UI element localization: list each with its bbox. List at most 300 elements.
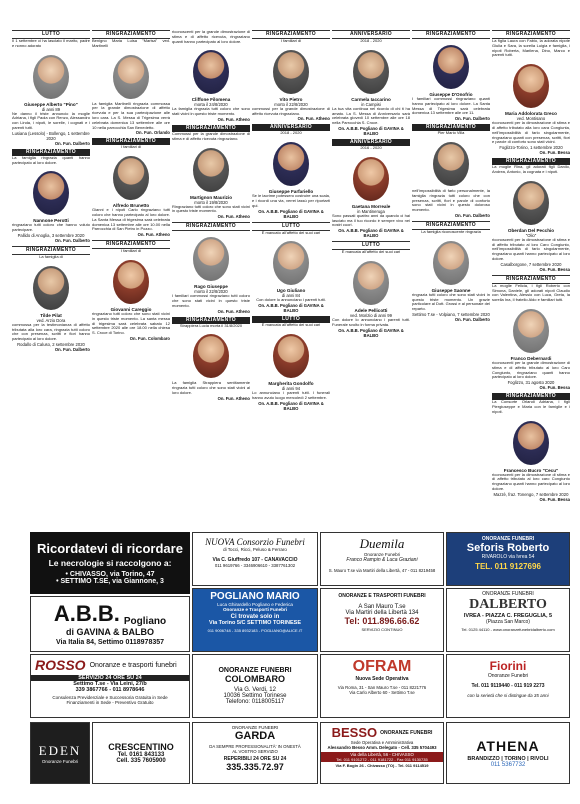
obituary-text: I familiari commossi ringraziano tutti coloro che sono stati vicini in questo triste momento. — [172, 293, 250, 308]
obituary-header: LUTTO — [332, 241, 410, 250]
obituary-header: RINGRAZIAMENTO — [92, 30, 170, 39]
obituary-header: RINGRAZIAMENTO — [412, 221, 490, 230]
obituary-text: La famiglia Strappiera sentitamente ringrazia tutti coloro che sono stati vicini al loro dolore. — [172, 380, 250, 395]
nuova-sub: di Tocci, Ricci, Peluso & Ferraro — [223, 547, 287, 552]
obituary-sign: On. A.B.B. Pogliano di GAVINA & BALBO — [258, 400, 324, 411]
obituary-sub: "Olio" — [525, 232, 537, 238]
crescentino-name: CRESCENTINO — [108, 742, 174, 752]
obituary-lbl: Foglizzo, 31 agosto 2020 — [507, 380, 555, 386]
obituary-text: La moglie Rina, gli adorati figli Danilo, Andrea, Antonio, la cognata e i nipoti. — [492, 164, 570, 174]
obituary-block — [92, 240, 170, 254]
ad-pogliano — [192, 588, 318, 652]
seforis-tag: ONORANZE FUNEBRI — [481, 536, 535, 542]
obituary-sign: On. Fun. Atheno — [217, 214, 250, 220]
colombaro-tel: Telefono: 0118005117 — [225, 699, 285, 705]
colombaro-addr2: 10036 Settimo Torinese — [223, 693, 287, 699]
obituary-sign: On. Fun. Atheno — [217, 308, 250, 314]
obituary-sign: On. Fun. Orlando — [135, 130, 170, 136]
obituary-sign: On. Fun. Bessa — [539, 496, 570, 502]
portrait-photo — [33, 266, 69, 310]
obituary-lbl: Pallido di Anoglia, 3 settembre 2020 — [17, 232, 85, 238]
dalberto-addr2: (Piazza San Marco) — [486, 619, 530, 625]
obituary-block — [172, 222, 250, 231]
obituary-sub: morto il 19/8/2020 — [194, 199, 228, 205]
obituary-header: RINGRAZIAMENTO — [172, 125, 250, 132]
obituary-sub: ved. Arzio Dora — [36, 317, 66, 323]
obituary-block — [172, 47, 250, 122]
obituary-sign: On. A.B.B. Pogliano di GAVINA & BALBO — [338, 125, 404, 136]
onoranze-addr: A San Mauro T.se — [358, 604, 406, 610]
fiorini-sub: Onoranze Funebri — [487, 673, 529, 679]
portrait-photo — [353, 157, 389, 201]
obituary-header: ANNIVERSARIO — [332, 30, 410, 39]
ad-colombaro — [192, 654, 318, 718]
onoranze-tel: Tel: 011.896.66.62 — [344, 616, 420, 626]
portrait-photo — [33, 171, 69, 215]
rosso-line: SERVIZIO 24 ORE SU 24 — [31, 675, 189, 681]
obituary-block — [92, 52, 170, 136]
onoranze-name: ONORANZE E TRASPORTI FUNEBRI — [338, 593, 426, 599]
duemila-addr: S. Mauro T.se via Martiri della Libertà, 47 - 011 8219458 — [328, 568, 436, 573]
obituary-name: Tilde Pilat — [40, 312, 62, 318]
obituary-name: Giuseppe Alberto "Pino" — [24, 101, 78, 107]
obituary-header: RINGRAZIAMENTO — [92, 240, 170, 249]
pogliano-sub: Luca Ghirardello Pogliano e Federica — [217, 602, 293, 607]
pogliano-name: POGLIANO MARIO — [210, 591, 300, 602]
obituary-block — [252, 124, 330, 136]
obituary-name: Adele Pellicotti — [354, 307, 388, 313]
obituary-text: Benigno Maria Luisa "Marisa" ved. Martinelli — [92, 38, 170, 48]
ad-rosso — [30, 654, 190, 718]
obituary-block — [492, 275, 570, 303]
fiorini-foot: con la serietà che si distingue da 35 anni — [467, 693, 549, 698]
obituary-header: LUTTO — [252, 316, 330, 323]
obituary-column — [92, 30, 170, 524]
besso-addr: Via della Libertà, 56 - CHIVASSO — [321, 752, 443, 757]
obituary-header: ANNIVERSARIO — [332, 139, 410, 146]
obituary-text: commossi per la grande dimostrazione di affetto ricevuta ringraziano. — [252, 105, 330, 116]
onoranze-srv: SERVIZIO CONTINUO — [361, 627, 403, 632]
obituary-sub: di anni 84 — [281, 293, 301, 299]
obituary-block — [252, 139, 330, 218]
portrait-photo — [33, 55, 69, 99]
obituary-sign: On. Fun. Bessa — [539, 385, 570, 391]
seforis-addr: RIVAROLO via Ivrea 54 — [481, 554, 535, 560]
ad-crescentino — [92, 722, 190, 784]
obituary-text: Ringraziano tutti coloro che sono stati vicini in questo triste momento. — [172, 203, 250, 214]
nuova-addr: Via C. Giuffredo 107 - CANAVACCIO — [212, 557, 298, 563]
portrait-photo — [113, 260, 149, 304]
obituary-block — [492, 158, 570, 175]
obituary-block — [252, 238, 330, 313]
ad-abb — [30, 596, 190, 652]
obituary-text: La famiglia ringrazia tutti coloro che sono stati vicini in questo triste momento. — [172, 106, 250, 117]
obituary-sign: On. Fun. Bessa — [539, 150, 570, 156]
obituary-text: riconoscenti per la dimostrazione di stima e di affetto tributato al loro caro Congiunto ringraziano quanti hanno partecipato al loro dolore. — [492, 471, 570, 491]
obituary-column — [12, 30, 90, 524]
obituary-sign: On. Fun. Atheno — [137, 232, 170, 238]
obituary-text: I familiari di — [120, 144, 142, 150]
obituary-sub: ved. Montisano — [516, 116, 546, 122]
obituary-text: Con dolore lo annunciano i parenti tutti. — [256, 297, 326, 303]
obituary-name: Giuseppe Farfariello — [268, 189, 314, 195]
obituary-sign: On. A.B.B. Pogliano di GAVINA & BALBO — [258, 208, 324, 219]
ad-besso — [320, 722, 444, 784]
obituary-header: RINGRAZIAMENTO — [252, 30, 330, 39]
pogliano-tel: 011 9006748 - 335 8932183 - POGLIANO@ALICE.IT — [207, 628, 303, 633]
obituary-header: RINGRAZIAMENTO — [492, 275, 570, 284]
obituary-text: La figlia Laura con Fabio, la adorata nipote Giulia e Sara, la sorella Luigia e famiglia, i nipoti Roberta, Marilena, Dino, Marco e parenti tutti. — [492, 38, 570, 58]
fiorini-tel: Tel. 011 9119440 - 011 919 2273 — [471, 683, 545, 689]
obituary-name: Rago Giuseppe — [194, 284, 228, 290]
obituary-text: Lo annunciano i parenti tutti. I funerali hanno avuto luogo mercoledì 2 settembre. — [252, 389, 330, 400]
obituary-text: I familiari di — [280, 38, 302, 43]
ricordatevi-addr1: • CHIVASSO, via Torino, 47 — [65, 571, 155, 578]
obituary-block — [252, 316, 330, 328]
obituary-header: LUTTO — [12, 30, 90, 39]
rosso-foot2: Finanziamenti in Sede - Preventivo Gratuito — [66, 700, 154, 705]
obituary-name: Vito Pietro — [279, 96, 303, 102]
obituary-header: RINGRAZIAMENTO — [172, 222, 250, 231]
colombaro-name2: COLOMBARO — [225, 674, 285, 684]
obituary-sign: On. Fun. Dalberto — [54, 140, 90, 146]
abb-name2: Pogliano — [123, 616, 167, 627]
obituary-text: Gianni e i nipoti Carlo ringraziano tutti coloro che hanno partecipato al loro dolore. La Santa Messa di trigesima sarà celebrata domenica 13 settembre alle ore 10.00 nella Parrocchia di San Pietro in Pozzo. — [92, 207, 170, 232]
obituary-name: Ugo Giuliano — [276, 288, 306, 294]
obituary-sign: On. Fun. Atheno — [217, 116, 250, 122]
colombaro-name: ONORANZE FUNEBRI — [218, 667, 292, 674]
obituary-lbl: Rodallo di Caluso, 2 settembre 2020 — [17, 341, 85, 347]
dalberto-tag: ONORANZE FUNEBRI — [482, 591, 534, 597]
ad-nuova — [192, 532, 318, 586]
obituary-text: La famiglia Martinelli ringrazia commossa per la grande dimostrazione di affetto ricevuta e per la sua partecipazione alle loro cara. La S. Messa di Trigesima verrà celebrata domenica 13 settembre alle ore 10 nella parrocchia San Benedetto. — [92, 100, 170, 130]
rosso-addr: Settimo T.se - Via Leini, 27/b — [73, 681, 147, 687]
obituary-sign: On. Fun. Dalberto — [454, 212, 490, 218]
obituary-sign: On. A.B.B. Pogliano di GAVINA & BALBO — [338, 327, 404, 338]
obituary-name: Maria Addolorata Greco — [505, 111, 557, 117]
obituary-header: RINGRAZIAMENTO — [12, 149, 90, 156]
onoranze-addr2: Via Martiri della Libertà 134 — [345, 610, 419, 616]
besso-sub: Sede Operativa e Amministrativa — [350, 740, 414, 745]
obituary-name: Gaetana Morreale — [351, 203, 391, 209]
obituary-text: Strappiera Lucia morta il 31/8/2020 — [179, 322, 243, 328]
obituary-name: Cliffone Filomena — [191, 97, 231, 103]
ad-ricordatevi — [30, 532, 190, 594]
ad-eden — [30, 722, 90, 784]
obituary-text: Pier Mario Villa — [437, 130, 465, 136]
duemila-name: Duemila — [359, 536, 405, 551]
ofram-name: OFRAM — [352, 658, 412, 675]
obituary-sign: On. Fun. Dalberto — [54, 237, 90, 243]
obituary-text: La famiglia ringrazia quanti hanno partecipato al loro dolore. — [12, 154, 90, 165]
obituary-sub: morto il 22/8/2020 — [274, 101, 308, 107]
ad-athena — [446, 722, 570, 784]
portrait-photo — [193, 148, 229, 192]
portrait-photo — [273, 334, 309, 378]
obituary-block — [252, 30, 330, 44]
obituary-block — [412, 124, 490, 136]
obituary-sign: On. Fun. Bessa — [539, 266, 570, 272]
obituary-header: RINGRAZIAMENTO — [492, 393, 570, 400]
obituary-block — [332, 47, 410, 136]
obituary-text: È mancato all'affetto dei suoi cari — [261, 229, 321, 235]
besso-name: BESSO — [331, 725, 378, 740]
rosso-tel: 339 3867766 - 011 8978646 — [75, 687, 145, 693]
garda-name: GARDA — [234, 730, 276, 742]
obituary-text: nell'impossibilità di farlo personalmente, la famiglia ringrazia tutti coloro che con presenza, scritti, fiori e parole di conforto sono stati vicini in questo doloroso momento. — [412, 187, 490, 213]
obituary-block — [412, 42, 490, 121]
eden-sub: Onoranze Funebri — [41, 758, 79, 764]
crescentino-tel2: Cell. 335 7605900 — [116, 758, 166, 764]
obituary-name: Giuseppe Saonne — [431, 287, 471, 293]
obituary-text: La Consorte Orlandi Adriana, i figli Piergiuseppe e Maria con le famiglie e i nipoti. — [492, 399, 570, 414]
ad-garda — [192, 722, 318, 784]
obituary-column — [492, 30, 570, 524]
ad-onoranze-sanmauro — [320, 588, 444, 652]
dalberto-tel: Tel. 0125 44110 - www.onoranzefunebridalberto.com — [461, 627, 555, 632]
obituary-block — [252, 331, 330, 411]
ofram-addr: Via Roma, 31 - San Mauro T.se - 011 8221776 — [337, 685, 427, 690]
duemila-tag: Onoranze Funebri — [363, 552, 401, 557]
obituary-text: La tua vita continua nel ricordo di chi ti ha amato. La S. Messa di Anniversario sarà celebrata giovedì 10 settembre alle ore 18 nella Parrocchia S. Croce. — [332, 105, 410, 126]
obituary-block — [492, 178, 570, 272]
athena-name: ATHENA — [476, 738, 540, 754]
obituary-column — [172, 30, 250, 524]
obituary-sign: On. Fun. Atheno — [297, 116, 330, 122]
portrait-photo — [273, 50, 309, 94]
seforis-tel: TEL. 011 9127696 — [475, 562, 541, 571]
obituary-header: LUTTO — [252, 222, 330, 231]
obituary-sign: On. Fun. Atheno — [217, 395, 250, 401]
obituary-block — [492, 418, 570, 502]
obituary-block — [12, 263, 90, 352]
garda-sub: ONORANZE FUNEBRI — [231, 725, 279, 730]
obituary-text: riconoscenti per la grande dimostrazione di stima e di affetto ricevuta, ringraziano quanti hanno partecipato al loro dolore. — [172, 30, 250, 44]
garda-line: DA SEMPRE PROFESSIONALITÀ' IN ONESTÀ — [209, 744, 301, 749]
obituary-name: Carmela Iaccarino — [351, 96, 391, 102]
obituary-text: riconoscenti per la dimostrazione di stima e di affetto tributato alla loro cara Congiunta, nell'impossibilità di farlo singolarmente, ringraziano quanti con presenza, scritti, fiori e parole di conforto sono stati vicini. — [492, 120, 570, 145]
athena-tel: 011 5367732 — [490, 762, 526, 768]
garda-line2: AL VOSTRO SERVIZIO — [232, 749, 278, 754]
obituary-lbl: Settimo T.se - Volpiano, 7 settembre 2020 — [412, 311, 490, 317]
obituary-sub: di anni 94 — [281, 385, 301, 391]
obituary-name: Giuseppe D'Onofrio — [429, 92, 473, 97]
obituary-name: Margherita Gondolfo — [268, 380, 314, 386]
obituary-block — [332, 154, 410, 238]
ofram-sub: Nuova Sede Operativa — [355, 676, 409, 682]
obituary-block — [172, 145, 250, 220]
pogliano-line: Ci trovate solo in — [230, 614, 280, 620]
obituary-text: 2016 - 2020 — [360, 144, 382, 150]
garda-tel: 335.335.72.97 — [226, 762, 284, 772]
portrait-photo — [433, 241, 469, 285]
besso-people: Alessandro Besso Amm. Delegato - Cell. 335 5704493 — [327, 745, 437, 750]
obituary-block — [92, 138, 170, 150]
pogliano-line2: Via Torino 5/C SETTIMO TORINESE — [209, 620, 301, 626]
obituary-text: La famiglia di — [39, 253, 63, 259]
obituary-lbl: Casalborgone, 7 settembre 2020 — [500, 261, 562, 267]
portrait-photo — [113, 156, 149, 200]
obituary-text: I familiari commossi ringraziano quanti hanno partecipato al loro dolore. La Santa Messa di Trigesima sarà celebrata domenica 13 settembre alle ore 11. — [412, 96, 490, 116]
obituary-text: I familiari di — [120, 248, 142, 254]
obituary-text: 2018 - 2020 — [360, 38, 382, 43]
dalberto-addr: IVREA - PIAZZA C. FREGUGLIA, 5 — [463, 613, 553, 619]
obituary-block — [332, 258, 410, 338]
obituary-header: ANNIVERSARIO — [252, 124, 330, 131]
obituary-block — [332, 139, 410, 151]
obituary-block — [172, 234, 250, 313]
rosso-sub: Onoranze e trasporti funebri — [89, 661, 177, 669]
eden-name: EDEN — [38, 742, 82, 758]
obituary-text: ringraziano tutti coloro che hanno voluto partecipare. — [12, 222, 90, 233]
obituary-text: commossa per la testimonianza di affetto tributata alla loro cara, ringrazia tutti coloro che con presenza, scritti e fiori hanno partecipato al loro dolore. — [12, 321, 90, 342]
duemila-people: Franco Rampin & Luca Graziani — [346, 557, 418, 563]
obituary-name: Oberdan Del Pecchio — [507, 227, 555, 233]
obituary-block — [412, 221, 490, 235]
obituary-sub: in Campisi — [361, 101, 381, 107]
obituary-text: ringrazia tutti coloro che sono stati vicini in questo triste momento. Un grazie particolare al Dott. Grossi e al personale del reparto. — [412, 291, 490, 312]
obituary-block — [92, 257, 170, 341]
ad-dalberto — [446, 588, 570, 652]
garda-line3: REPERIBILI 24 ORE SU 24 — [223, 756, 287, 762]
rosso-name: ROSSO — [35, 657, 86, 673]
abb-addr: Via Italia 84, Settimo 0118978357 — [55, 639, 165, 646]
obituary-block — [492, 30, 570, 58]
seforis-name: Seforis Roberto — [466, 542, 550, 554]
dalberto-name: DALBERTO — [469, 597, 547, 612]
obituary-block — [92, 153, 170, 237]
ad-duemila — [320, 532, 444, 586]
obituary-text: Con dolore lo annunciano i parenti tutti. Funerale svolto in forma privata. — [332, 316, 410, 327]
obituary-block — [412, 30, 490, 39]
besso-foot: Via F. Bogin 26 - Chivasso (TO) - Tel. 011 9114519 — [335, 763, 429, 768]
obituary-block — [492, 61, 570, 155]
obituary-sign: On. A.B.B. Pogliano di GAVINA & BALBO — [258, 303, 324, 314]
obituary-text: riconoscenti per la grande dimostrazione di stima e di affetto tributato al loro Caro Congiunto, ringraziano quanti hanno partecipato al loro dolore. — [492, 359, 570, 380]
obituary-text: 2018 - 2020 — [280, 130, 302, 136]
obituary-sub: morta il 24/8/2020 — [194, 102, 228, 108]
obituary-block — [172, 125, 250, 142]
obituary-block — [172, 317, 250, 329]
portrait-photo — [273, 241, 309, 285]
portrait-photo — [433, 45, 469, 89]
portrait-photo — [353, 261, 389, 305]
obituary-column — [412, 30, 490, 524]
obituary-text: La famiglia riconoscente ringrazia — [421, 228, 481, 234]
obituary-text: Ne danno il triste annuncio la moglie Adriana, i figli Paola con Renzo, Alessandro con Linda, i nipoti, le sorelle, i cognati e i parenti tutti. — [12, 110, 90, 130]
obituary-block — [172, 30, 250, 44]
obituary-text: Se le lacrime potessero costruire una scala, e i ricordi una via, verrei lassù per riportarti qui. — [252, 193, 330, 208]
ricordatevi-addr2: • SETTIMO T.SE, via Giannone, 3 — [56, 578, 164, 585]
obituary-name: Francesco Bucro "Cecu" — [503, 467, 559, 473]
obituary-name: Nannone Perotti — [33, 218, 69, 224]
portrait-photo — [513, 421, 549, 465]
crescentino-tel: Tel. 0161 843133 — [117, 752, 165, 758]
portrait-photo — [513, 64, 549, 108]
ricordatevi-subtitle: Le necrologie si raccolgono a: — [48, 558, 172, 568]
obituary-text: È mancata all'affetto dei suoi cari — [261, 322, 321, 328]
pogliano-sub2: Onoranze e Trasporti Funebri — [222, 607, 288, 612]
obituary-sign: On. Fun. Dalberto — [454, 116, 490, 122]
ofram-addr2: Via Carlo Alberto 60 - Settimo T.se — [349, 690, 415, 695]
obituary-sub: in Mantineruga — [357, 208, 385, 214]
portrait-photo — [193, 237, 229, 281]
obituary-header: RINGRAZIAMENTO — [412, 30, 490, 39]
nuova-name: NUOVA Consorzio Funebri — [205, 537, 305, 547]
obituary-header: RINGRAZIAMENTO — [92, 138, 170, 145]
obituary-text: Commossi per la grande dimostrazione di stima e di affetto ricevuta ringraziano. — [172, 130, 250, 141]
obituary-block — [252, 47, 330, 122]
besso-tag: ONORANZE FUNEBRI — [380, 729, 433, 736]
rosso-foot: Consulenza Previdenziale e Successoria Gratuita in Sede — [52, 695, 168, 700]
obituary-column — [332, 30, 410, 524]
obituary-name: Franco Debernardi — [510, 355, 552, 361]
colombaro-addr: Via G. Verdi, 12 — [234, 687, 276, 693]
obituary-header: RINGRAZIAMENTO — [492, 30, 570, 39]
obituary-sub: ved. Morizio di anni 99 — [350, 312, 392, 318]
obituary-block — [332, 241, 410, 255]
obituary-header: RINGRAZIAMENTO — [412, 124, 490, 131]
abb-name3: di GAVINA & BALBO — [66, 627, 154, 637]
obituary-block — [332, 30, 410, 44]
obituary-sub: morto il 22/8/2020 — [194, 289, 228, 295]
abb-name: A.B.B. — [53, 601, 120, 626]
obituary-sign: On. Fun. Colombaro — [129, 335, 170, 341]
portrait-photo — [353, 50, 389, 94]
obituary-block — [412, 139, 490, 218]
portrait-photo — [273, 142, 309, 186]
ad-seforis — [446, 532, 570, 586]
obituary-lbl: Mazzè, fraz. Tonengo, 7 settembre 2020 — [493, 491, 569, 497]
obituary-text: Il 1 settembre ci ha lasciato il marito, padre e nonno adorato — [12, 38, 90, 48]
besso-tel: Tel. 011 9101272 - 011 9181722 - Fax 011 9130735 — [321, 757, 443, 762]
ricordatevi-title: Ricordatevi di ricordare — [37, 541, 183, 556]
obituary-name: Giovanni Careggio — [110, 306, 152, 312]
obituary-block — [252, 222, 330, 236]
obituary-column — [252, 30, 330, 524]
portrait-photo — [513, 181, 549, 225]
obituary-name: Alfredo Brunetto — [112, 203, 150, 209]
obituary-block — [12, 168, 90, 243]
obituary-header: RINGRAZIAMENTO — [492, 158, 570, 165]
obituary-block — [12, 246, 90, 260]
obituary-block — [12, 52, 90, 146]
obituary-block — [412, 238, 490, 322]
obituary-text: riconoscenti per la dimostrazione di stima e di affetto tributato al loro Caro Congiunto, nell'impossibilità di farlo singolarmente, ringraziano quanti hanno partecipato al loro dolore. — [492, 236, 570, 261]
obituary-block — [172, 331, 250, 400]
portrait-photo — [433, 142, 469, 186]
obituary-header: RINGRAZIAMENTO — [12, 246, 90, 255]
athena-addr: BRANDIZZO | TORINO | RIVOLI — [467, 756, 549, 762]
obituary-block — [12, 30, 90, 49]
obituary-text: È mancata all'affetto dei suoi cari — [341, 249, 401, 255]
obituaries-grid — [12, 30, 570, 524]
obituary-block — [12, 149, 90, 166]
obituary-text: La moglie Felicia, i figli Roberto con Simona, Daniele, gli adorati nipoti Claudio con Valentina, Alessio con Luca, Greta, la sorella Ina, il fratello Aldo e familiari tutti. — [492, 282, 570, 303]
portrait-photo — [513, 309, 549, 353]
obituary-lbl: Foglizzo-Torino, 1 settembre 2020 — [499, 145, 563, 151]
obituary-header: RINGRAZIAMENTO — [172, 317, 250, 324]
obituary-text: ringraziano tutti coloro che sono stati vicini in questo triste momento. La santa messa di trigesima sarà celebrata sabato 12 settembre 2020 alle ore 18.00 nella chiesa S. Croce di Torino. — [92, 310, 170, 336]
obituary-block — [492, 306, 570, 390]
obituary-sub: di anni 89 — [41, 106, 61, 112]
obituary-lbl: Lusiana (Lessolo) - Bollengo, 1 settembre 2020 — [12, 130, 90, 141]
fiorini-name: Fiorini — [489, 659, 527, 673]
obituary-sign: On. Fun. Dalberto — [54, 346, 90, 352]
ad-ofram — [320, 654, 444, 718]
obituary-name: Martignon Maurizio — [189, 194, 233, 200]
obituary-text: Sono passati quattro anni da quando ci hai lasciato ma il tuo ricordo è sempre vivo nei nostri cuori. — [332, 212, 410, 228]
